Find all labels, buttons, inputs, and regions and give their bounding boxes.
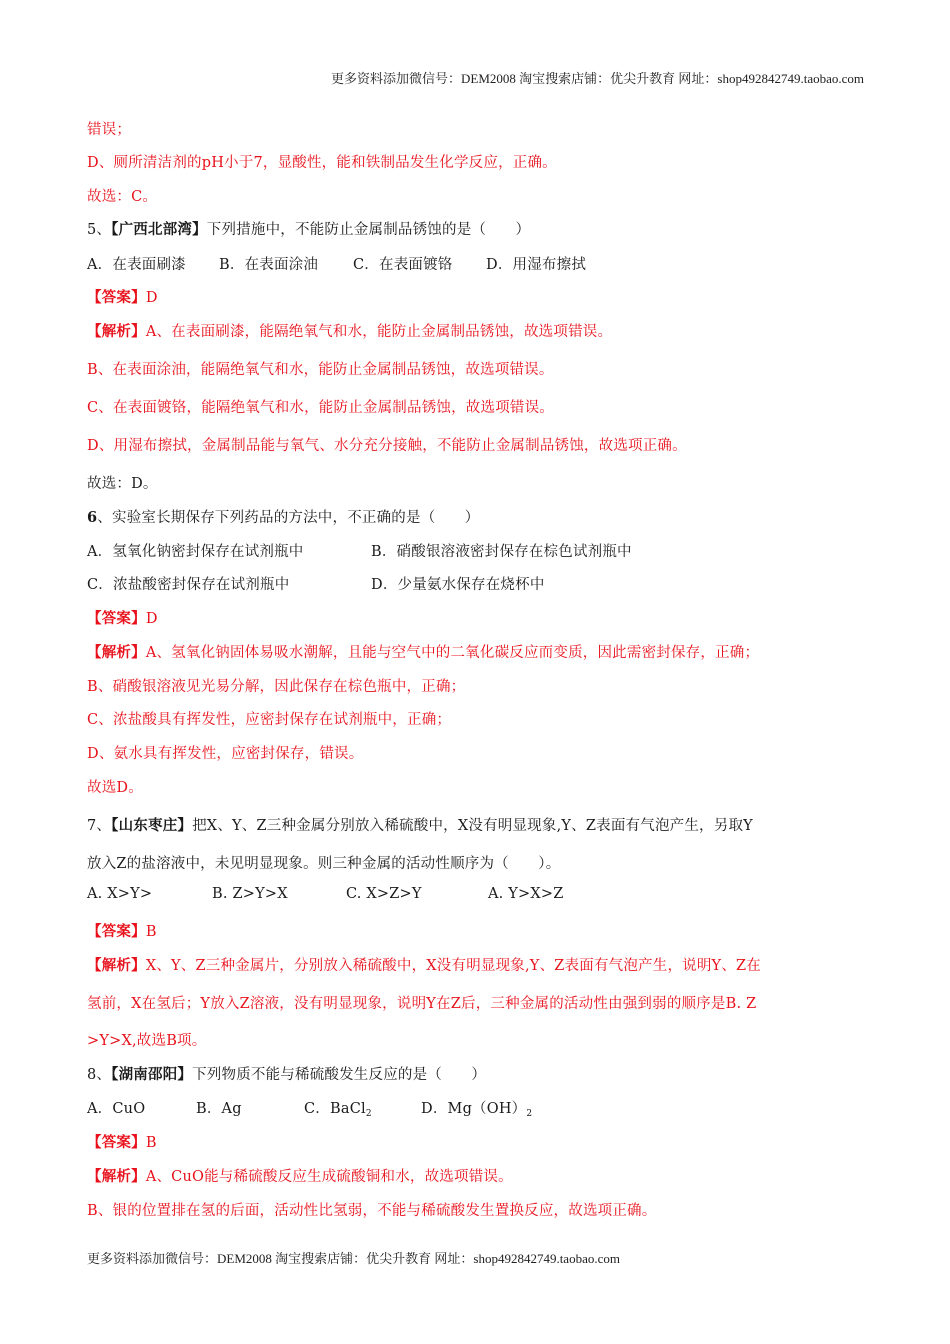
question-7-analysis-1 bbox=[87, 954, 761, 975]
option-d-text: D．Mg（OH） bbox=[421, 1101, 527, 1117]
question-7-options bbox=[87, 886, 564, 902]
option-d: A. Y>X>Z bbox=[488, 886, 564, 902]
option-a: A. X>Y> bbox=[87, 886, 153, 902]
page-footer: 更多资料添加微信号：DEM2008 淘宝搜索店铺：优尖升教育 网址：shop492842749.taobao.com bbox=[87, 1251, 620, 1266]
option-a: A．氢氧化钠密封保存在试剂瓶中 bbox=[87, 544, 304, 560]
option-c: C．浓盐酸密封保存在试剂瓶中 bbox=[87, 577, 290, 593]
option-d: D．少量氨水保存在烧杯中 bbox=[371, 577, 545, 593]
question-number: 6 bbox=[87, 509, 98, 526]
question-text: 下列措施中，不能防止金属制品锈蚀的是（ ） bbox=[206, 222, 531, 238]
analysis-label: 【解析】 bbox=[87, 1168, 146, 1185]
option-a: A．在表面刷漆 bbox=[87, 257, 186, 273]
answer-label: 【答案】 bbox=[87, 923, 146, 940]
analysis-label: 【解析】 bbox=[87, 323, 146, 340]
analysis-text: X、Y、Z三种金属片，分别放入稀硫酸中，X没有明显现象,Y、Z表面有气泡产生，说明Y、Z在 bbox=[145, 958, 762, 974]
option-c: C. X>Z>Y bbox=[346, 886, 422, 902]
question-6-selection: 故选D。 bbox=[87, 780, 143, 796]
question-6-options-row-1 bbox=[87, 540, 632, 561]
option-b: B. Z>Y>X bbox=[212, 886, 288, 902]
option-a: A．CuO bbox=[87, 1101, 146, 1117]
question-number: 8、 bbox=[87, 1067, 112, 1083]
question-text: 把X、Y、Z三种金属分别放入稀硫酸中，X没有明显现象,Y、Z表面有气泡产生，另取Y bbox=[192, 818, 753, 834]
prev-analysis-line-2: D、厕所清洁剂的pH小于7，显酸性，能和铁制品发生化学反应，正确。 bbox=[87, 155, 557, 171]
question-7-stem-line-2: 放入Z的盐溶液中，未见明显现象。则三种金属的活动性顺序为（ ）。 bbox=[87, 856, 561, 872]
question-7-analysis-2: 氢前，X在氢后；Y放入Z溶液，没有明显现象，说明Y在Z后，三种金属的活动性由强到弱的顺序是B. Z bbox=[87, 996, 757, 1012]
option-c-subscript: 2 bbox=[365, 1109, 372, 1119]
question-6-stem bbox=[87, 506, 480, 527]
question-6-analysis-4: D、氨水具有挥发性，应密封保存，错误。 bbox=[87, 746, 364, 762]
option-c: C．在表面镀铬 bbox=[353, 257, 453, 273]
question-source-tag: 【山东枣庄】 bbox=[111, 817, 193, 834]
answer-value: D bbox=[145, 611, 158, 627]
analysis-text: A、氢氧化钠固体易吸水潮解，且能与空气中的二氧化碳反应而变质，因此需密封保存，正确； bbox=[145, 645, 760, 661]
question-7-stem-line-1 bbox=[87, 814, 753, 835]
analysis-label: 【解析】 bbox=[87, 957, 146, 974]
option-d: D．用湿布擦拭 bbox=[486, 257, 587, 273]
question-5-selection: 故选：D。 bbox=[87, 476, 158, 492]
question-5-analysis-3: C、在表面镀铬，能隔绝氧气和水，能防止金属制品锈蚀，故选项错误。 bbox=[87, 400, 554, 416]
question-8-answer bbox=[87, 1131, 157, 1152]
question-5-analysis-1 bbox=[87, 320, 612, 341]
question-6-analysis-2: B、硝酸银溶液见光易分解，因此保存在棕色瓶中，正确； bbox=[87, 679, 466, 695]
analysis-text: A、在表面刷漆，能隔绝氧气和水，能防止金属制品锈蚀，故选项错误。 bbox=[145, 324, 613, 340]
question-8-stem bbox=[87, 1063, 486, 1084]
option-d bbox=[421, 1097, 532, 1119]
question-number: 7、 bbox=[87, 818, 112, 834]
question-8-analysis-2: B、银的位置排在氢的后面，活动性比氢弱，不能与稀硫酸发生置换反应，故选项正确。 bbox=[87, 1203, 657, 1219]
answer-label: 【答案】 bbox=[87, 610, 146, 627]
question-number: 5、 bbox=[87, 222, 112, 238]
analysis-text: A、CuO能与稀硫酸反应生成硫酸铜和水，故选项错误。 bbox=[145, 1169, 513, 1185]
page-header: 更多资料添加微信号：DEM2008 淘宝搜索店铺：优尖升教育 网址：shop492842749.taobao.com bbox=[331, 71, 864, 86]
answer-label: 【答案】 bbox=[87, 289, 146, 306]
option-b: B．在表面涂油 bbox=[219, 257, 319, 273]
question-text: 、实验室长期保存下列药品的方法中，不正确的是（ ） bbox=[97, 510, 480, 526]
question-6-analysis-3: C、浓盐酸具有挥发性，应密封保存在试剂瓶中，正确； bbox=[87, 712, 452, 728]
answer-value: B bbox=[145, 924, 157, 940]
prev-analysis-line-1: 错误； bbox=[87, 122, 132, 138]
question-6-options-row-2 bbox=[87, 573, 545, 594]
answer-value: B bbox=[145, 1135, 157, 1151]
question-7-analysis-3: >Y>X,故选B项。 bbox=[87, 1033, 207, 1049]
question-5-answer bbox=[87, 286, 158, 307]
question-6-answer bbox=[87, 607, 158, 628]
option-c bbox=[304, 1097, 421, 1119]
question-5-analysis-4: D、用湿布擦拭，金属制品能与氧气、水分充分接触，不能防止金属制品锈蚀，故选项正确。 bbox=[87, 438, 687, 454]
analysis-label: 【解析】 bbox=[87, 644, 146, 661]
option-b: B．硝酸银溶液密封保存在棕色试剂瓶中 bbox=[371, 544, 632, 560]
option-c-text: C．BaCl bbox=[304, 1101, 366, 1117]
question-5-analysis-2: B、在表面涂油，能隔绝氧气和水，能防止金属制品锈蚀，故选项错误。 bbox=[87, 362, 554, 378]
question-source-tag: 【广西北部湾】 bbox=[111, 221, 207, 238]
question-8-options bbox=[87, 1097, 532, 1119]
question-5-options bbox=[87, 253, 586, 274]
prev-selection: 故选：C。 bbox=[87, 189, 158, 205]
answer-label: 【答案】 bbox=[87, 1134, 146, 1151]
option-b: B．Ag bbox=[196, 1101, 242, 1117]
question-7-answer bbox=[87, 920, 157, 941]
question-source-tag: 【湖南邵阳】 bbox=[111, 1066, 193, 1083]
answer-value: D bbox=[145, 290, 158, 306]
question-6-analysis-1 bbox=[87, 641, 759, 662]
question-8-analysis-1 bbox=[87, 1165, 513, 1186]
question-5-stem bbox=[87, 218, 530, 239]
question-text: 下列物质不能与稀硫酸发生反应的是（ ） bbox=[192, 1067, 487, 1083]
option-d-subscript: 2 bbox=[526, 1109, 533, 1119]
